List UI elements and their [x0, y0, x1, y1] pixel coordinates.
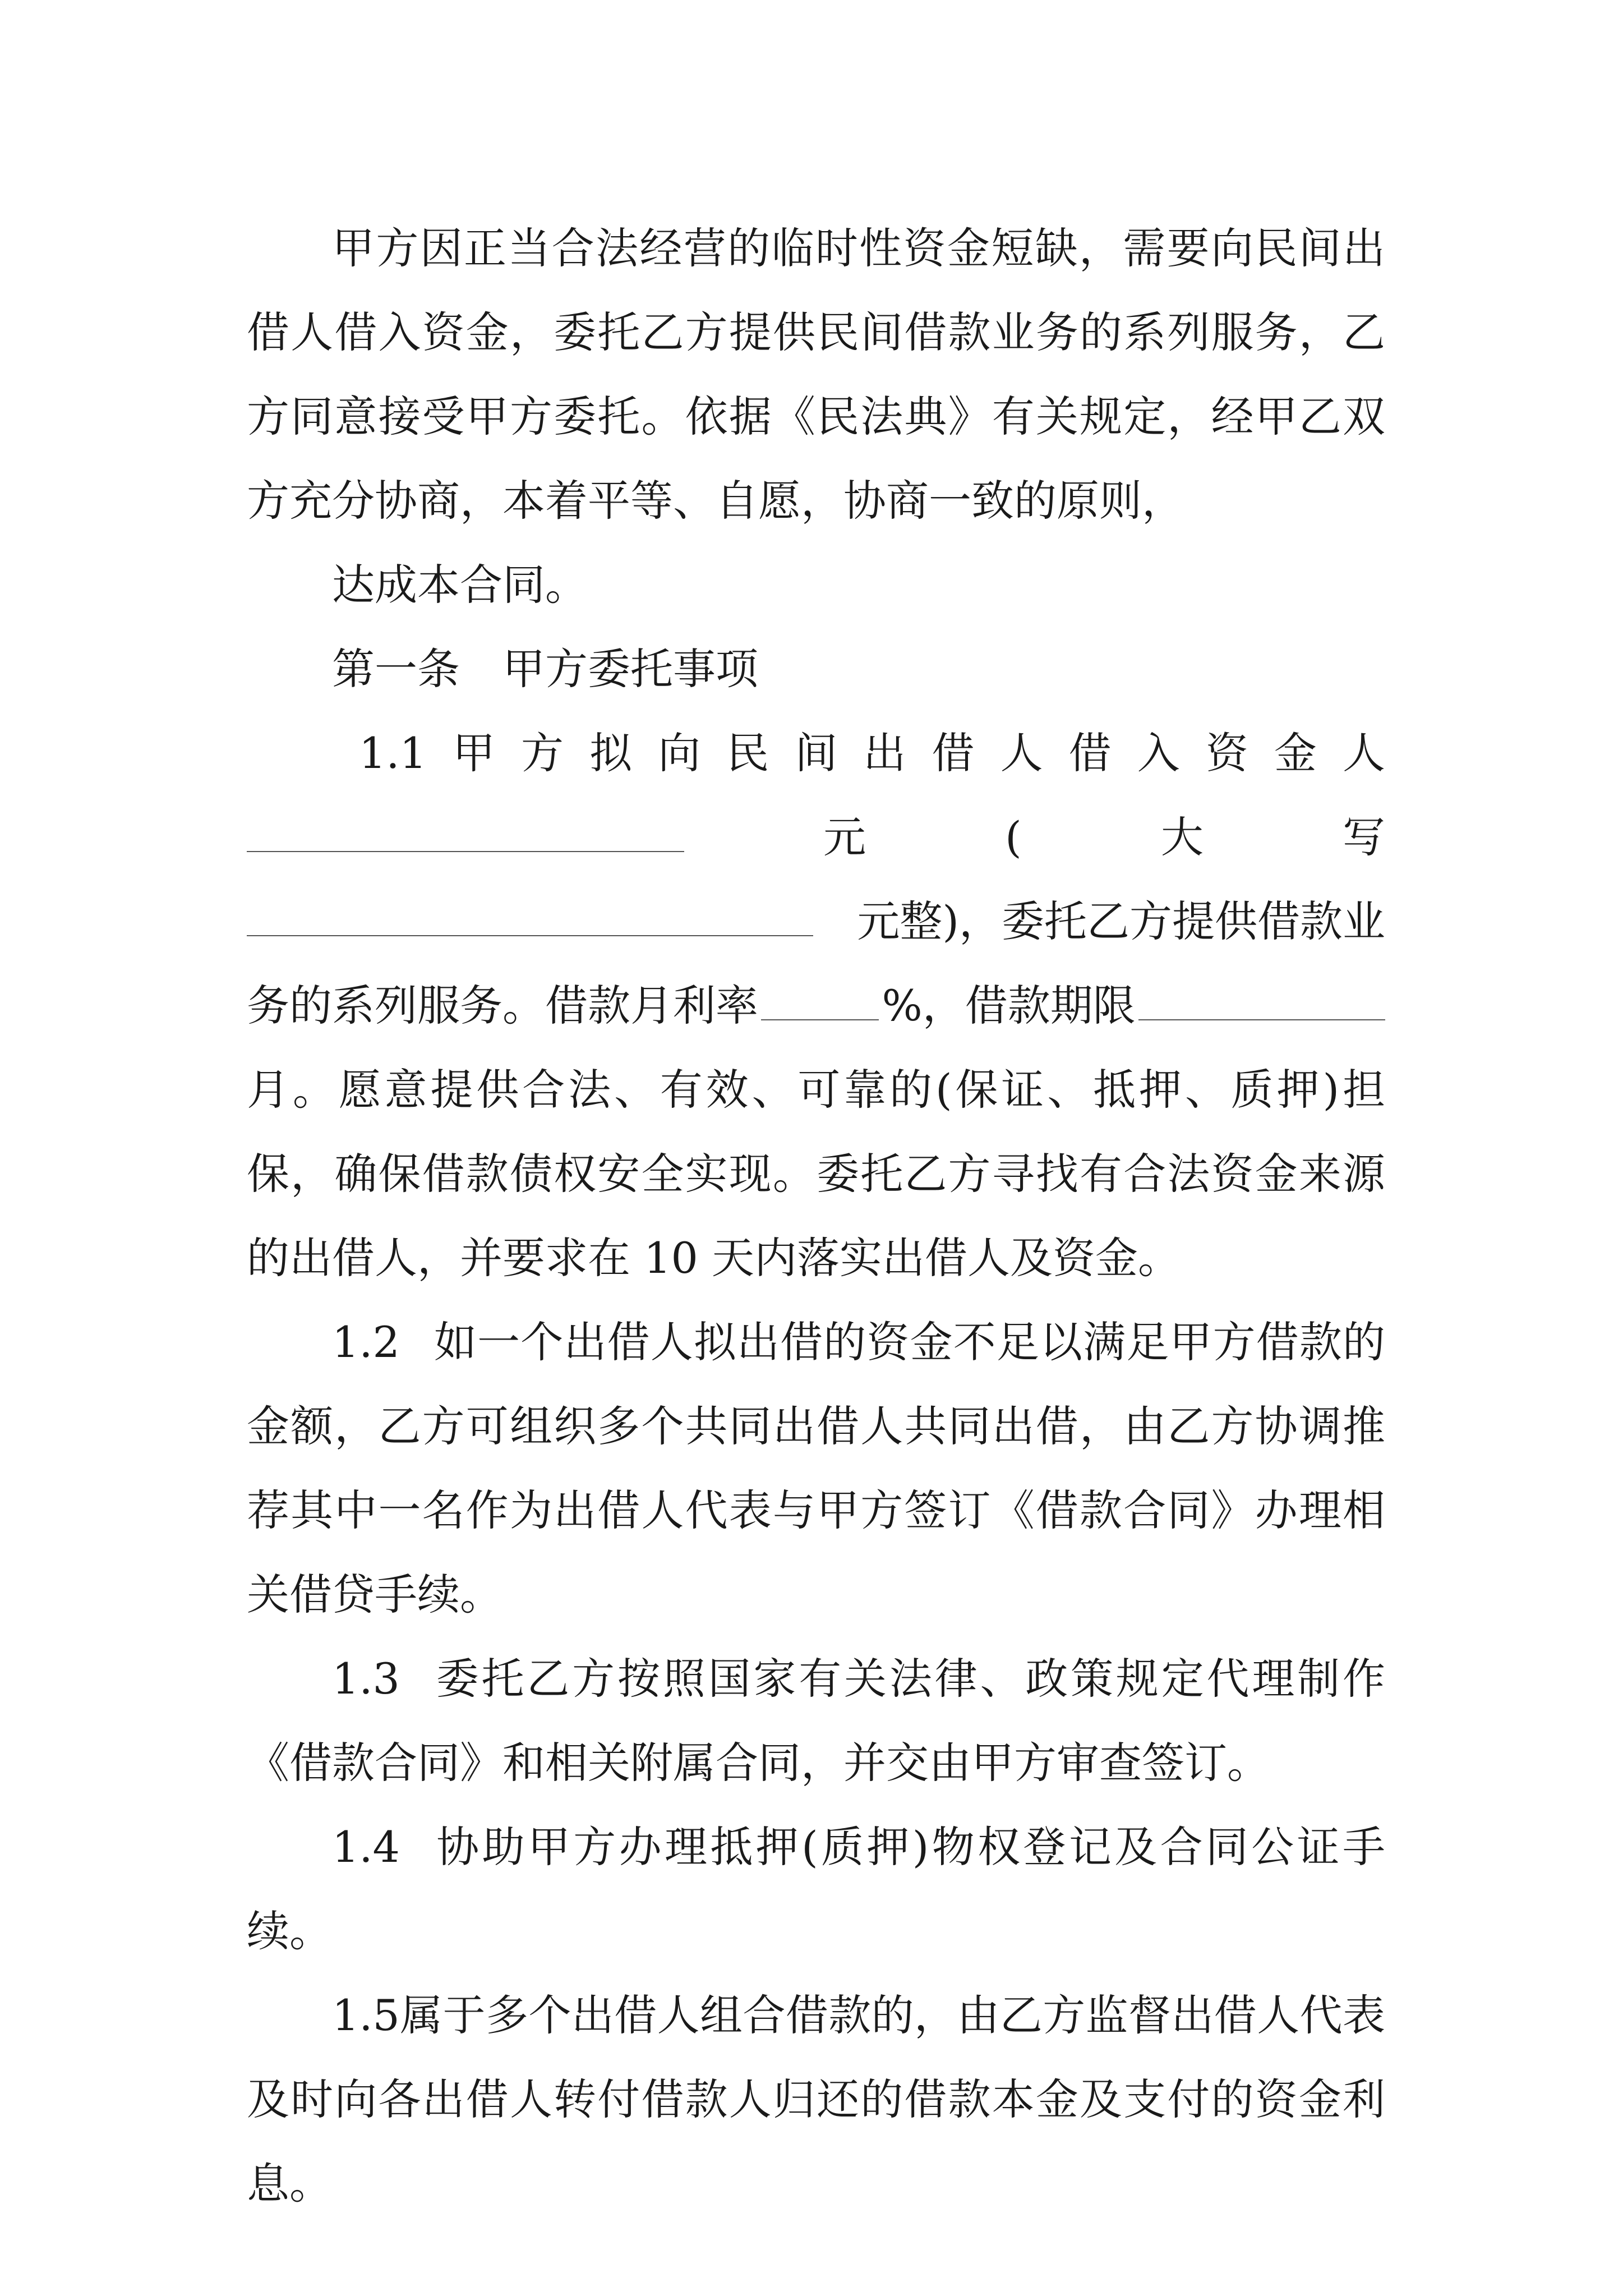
clause-number: 1.3	[332, 1654, 400, 1704]
clause-text: 元整)，委托乙方提供借款业	[857, 896, 1385, 946]
clause-char: 借	[1068, 728, 1112, 778]
clause-1-1-line-3	[247, 880, 1385, 964]
clause-1-1-rest: 月。愿意提供合法、有效、可靠的(保证、抵押、质押)担保，确保借款债权安全实现。委托乙方寻找有合法资金来源的出借人，并要求在 10 天内落实出借人及资金。	[247, 1065, 1385, 1283]
clause-char: 1.1	[359, 728, 427, 778]
clause-char: 民	[726, 728, 769, 778]
clause-number: 1.2	[332, 1317, 400, 1367]
article-label: 第一条	[332, 644, 460, 694]
loan-term-blank[interactable]	[1138, 977, 1385, 1020]
clause-1-5	[247, 1973, 1385, 2226]
article-1-heading	[247, 627, 1385, 711]
intro-conclusion: 达成本合同。	[332, 560, 588, 610]
clause-char: 向	[658, 728, 701, 778]
clause-char: 方	[521, 728, 564, 778]
clause-text: %，借款期限	[882, 981, 1136, 1030]
clause-char: 资	[1205, 728, 1248, 778]
clause-number: 1.4	[332, 1822, 400, 1872]
intro-paragraph: 甲方因正当合法经营的临时性资金短缺，需要向民间出借人借入资金，委托乙方提供民间借款业务的系列服务，乙方同意接受甲方委托。依据《民法典》有关规定，经甲乙双方充分协商，本着平等、自愿，协商一致的原则，	[247, 223, 1385, 526]
clause-char: 入	[1137, 728, 1180, 778]
amount-blank[interactable]	[247, 808, 684, 852]
clause-char: (	[1005, 812, 1022, 862]
interest-rate-blank[interactable]	[761, 977, 879, 1020]
clause-char: 拟	[589, 728, 633, 778]
clause-char: 人	[1000, 728, 1043, 778]
clause-char: 写	[1342, 812, 1385, 862]
amount-in-words-blank[interactable]	[247, 892, 813, 936]
clause-text: 协助甲方办理抵押(质押)物权登记及合同公证手续。	[247, 1822, 1385, 1956]
clause-number: 1.5	[332, 1990, 400, 2040]
clause-char: 大	[1160, 812, 1204, 862]
clause-1-4	[247, 1805, 1385, 1973]
clause-char: 借	[932, 728, 975, 778]
clause-1-1-line-2	[247, 795, 1385, 880]
clause-char: 出	[863, 728, 906, 778]
clause-1-1-line-4	[247, 964, 1385, 1048]
clause-char: 间	[795, 728, 838, 778]
clause-char: 元	[823, 812, 866, 862]
clause-char: 甲	[452, 728, 495, 778]
clause-text: 如一个出借人拟出借的资金不足以满足甲方借款的金额，乙方可组织多个共同出借人共同出借，由乙方协调推荐其中一名作为出借人代表与甲方签订《借款合同》办理相关借贷手续。	[247, 1317, 1385, 1619]
clause-text: 务的系列服务。借款月利率	[247, 981, 758, 1030]
document-page	[247, 206, 1385, 2226]
clause-char: 金	[1274, 728, 1317, 778]
clause-text: 属于多个出借人组合借款的，由乙方监督出借人代表及时向各出借人转付借款人归还的借款本金及支付的资金利息。	[247, 1990, 1385, 2208]
clause-1-1-line-1	[247, 711, 1385, 795]
article-title: 甲方委托事项	[502, 644, 758, 694]
clause-char: 人	[1342, 728, 1385, 778]
clause-text: 委托乙方按照国家有关法律、政策规定代理制作《借款合同》和相关附属合同，并交由甲方审查签订。	[247, 1654, 1385, 1788]
clause-1-2	[247, 1300, 1385, 1637]
clause-1-3	[247, 1637, 1385, 1805]
